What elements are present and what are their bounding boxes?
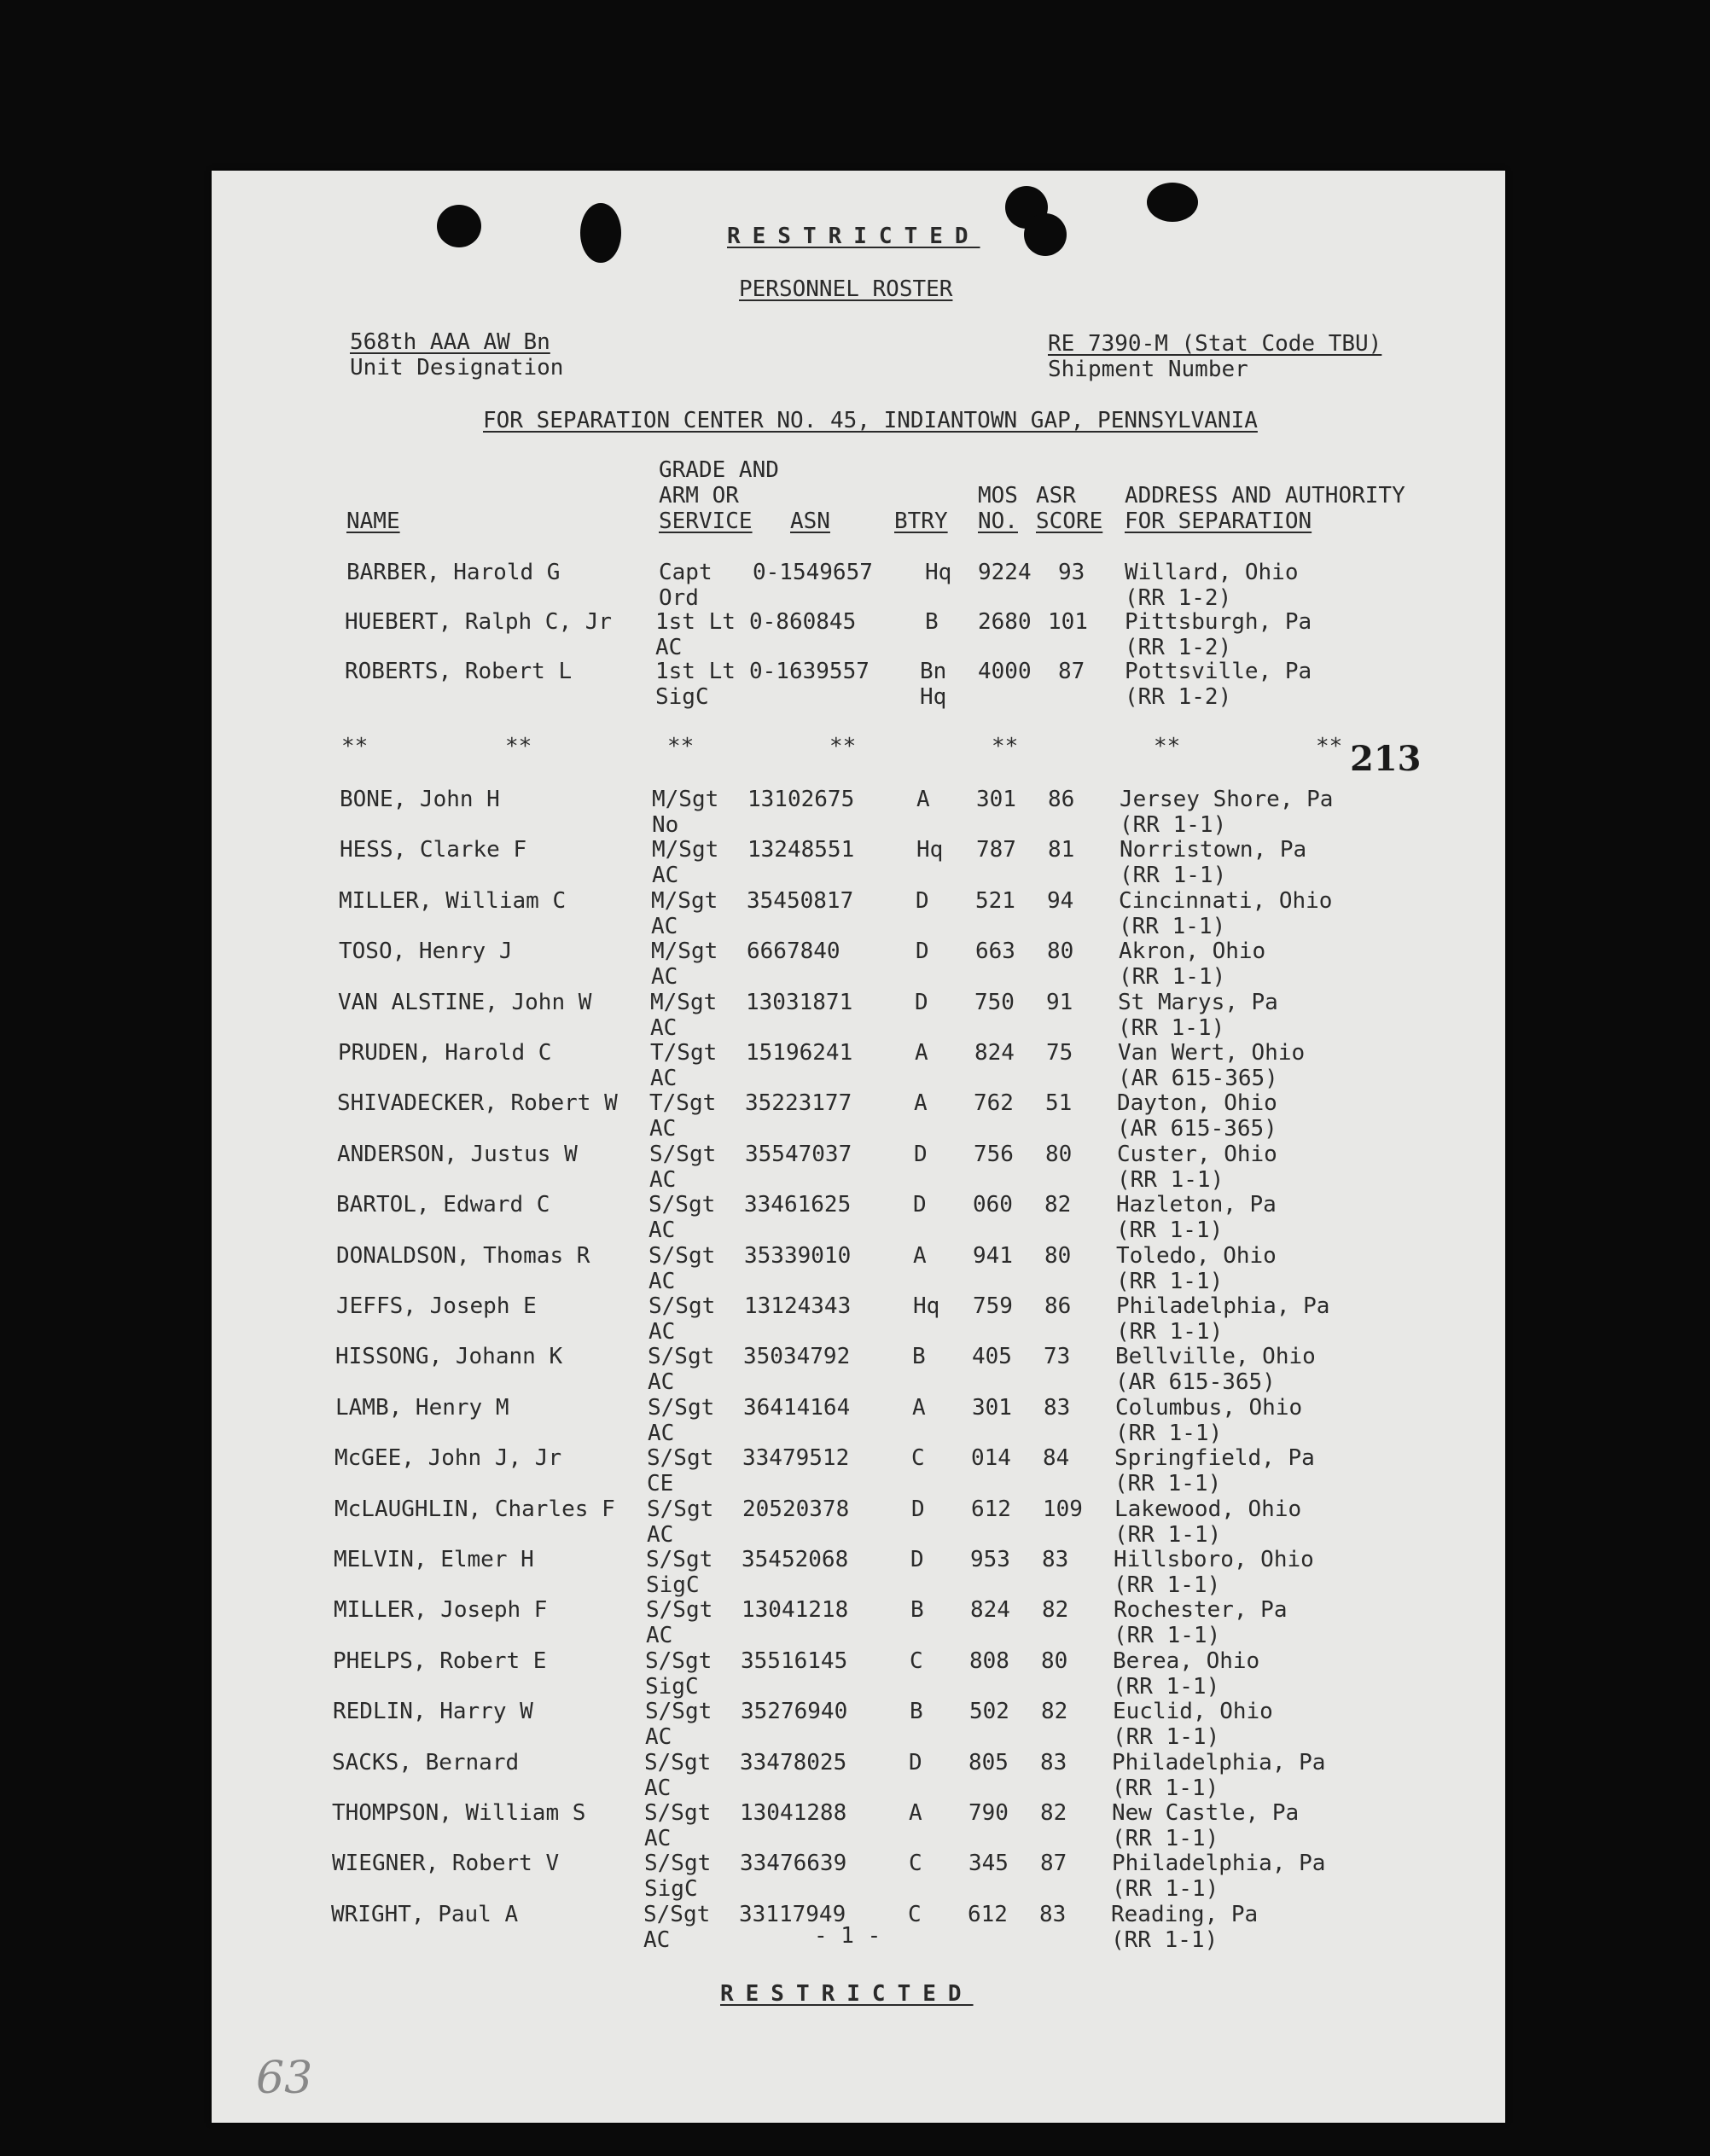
address-cell: New Castle, Pa bbox=[1112, 1800, 1300, 1826]
grade-cell: S/Sgt bbox=[647, 1445, 714, 1471]
asr-cell: 83 bbox=[1042, 1547, 1069, 1572]
authority-cell: (RR 1-1) bbox=[1114, 1623, 1221, 1648]
asr-cell: 82 bbox=[1044, 1192, 1072, 1217]
authority-cell: (RR 1-1) bbox=[1116, 1269, 1224, 1294]
grade-cell: S/Sgt bbox=[646, 1547, 713, 1572]
mos-cell: 612 bbox=[971, 1496, 1011, 1522]
asr-cell: 86 bbox=[1044, 1293, 1072, 1319]
asn-cell: 0-860845 bbox=[749, 609, 857, 635]
btry-cell: Bn bbox=[920, 659, 947, 684]
name-cell: PHELPS, Robert E bbox=[333, 1648, 547, 1674]
table-row bbox=[206, 1445, 1500, 1496]
table-row bbox=[205, 1648, 1498, 1700]
asr-cell: 51 bbox=[1045, 1090, 1073, 1116]
btry-cell: A bbox=[912, 1395, 926, 1421]
grade-cell: S/Sgt bbox=[645, 1699, 712, 1724]
grade-cell: M/Sgt bbox=[651, 888, 718, 914]
address-cell: Akron, Ohio bbox=[1119, 939, 1266, 964]
col-grade-line1: GRADE AND bbox=[659, 457, 779, 483]
roster-title: PERSONNEL ROSTER bbox=[739, 276, 953, 302]
table-row bbox=[209, 1142, 1503, 1193]
mos-cell: 824 bbox=[974, 1040, 1015, 1066]
btry-cell: C bbox=[910, 1648, 923, 1674]
arm-cell: AC bbox=[646, 1623, 673, 1648]
authority-cell: (RR 1-1) bbox=[1112, 1775, 1219, 1801]
asr-cell: 83 bbox=[1039, 1902, 1067, 1927]
asn-cell: 33478025 bbox=[740, 1750, 847, 1775]
name-cell: JEFFS, Joseph E bbox=[336, 1293, 537, 1319]
grade-cell: S/Sgt bbox=[647, 1496, 714, 1522]
shipment-number-value: RE 7390-M (Stat Code TBU) bbox=[1048, 331, 1382, 357]
asr-cell: 81 bbox=[1048, 837, 1075, 863]
mos-cell: 756 bbox=[974, 1142, 1014, 1167]
asn-cell: 35223177 bbox=[745, 1090, 852, 1116]
arm-cell: CE bbox=[647, 1471, 674, 1496]
grade-cell: Capt bbox=[659, 560, 712, 585]
btry-cell: Hq bbox=[916, 837, 944, 863]
authority-cell: (RR 1-1) bbox=[1120, 812, 1227, 838]
name-cell: McGEE, John J, Jr bbox=[334, 1445, 562, 1471]
name-cell: PRUDEN, Harold C bbox=[338, 1040, 552, 1066]
table-row bbox=[212, 560, 1505, 611]
grade-cell: M/Sgt bbox=[650, 990, 718, 1015]
mos-cell: 805 bbox=[968, 1750, 1009, 1775]
address-cell: Rochester, Pa bbox=[1114, 1597, 1288, 1623]
arm-cell: AC bbox=[652, 863, 679, 888]
arm-cell: AC bbox=[648, 1421, 675, 1446]
asr-cell: 75 bbox=[1046, 1040, 1073, 1066]
table-row bbox=[204, 1750, 1498, 1801]
asn-cell: 35450817 bbox=[747, 888, 854, 914]
asr-cell: 101 bbox=[1048, 609, 1088, 635]
btry-cell: D bbox=[916, 888, 929, 914]
address-cell: Jersey Shore, Pa bbox=[1120, 787, 1334, 812]
asr-cell: 91 bbox=[1046, 990, 1073, 1015]
authority-cell: (RR 1-1) bbox=[1112, 1826, 1219, 1851]
mos-cell: 060 bbox=[973, 1192, 1013, 1217]
btry-cell: C bbox=[911, 1445, 925, 1471]
btry-cell: A bbox=[915, 1040, 928, 1066]
address-cell: Lakewood, Ohio bbox=[1114, 1496, 1302, 1522]
btry-cell: B bbox=[925, 609, 939, 635]
asr-cell: 80 bbox=[1047, 939, 1074, 964]
authority-cell: (AR 615-365) bbox=[1118, 1066, 1278, 1091]
name-cell: MILLER, Joseph F bbox=[334, 1597, 548, 1623]
asr-cell: 82 bbox=[1041, 1699, 1068, 1724]
name-cell: WIEGNER, Robert V bbox=[332, 1851, 560, 1876]
asn-cell: 15196241 bbox=[746, 1040, 853, 1066]
asn-cell: 13248551 bbox=[747, 837, 855, 863]
btry-cell: A bbox=[913, 1243, 927, 1269]
table-row bbox=[211, 939, 1504, 990]
authority-cell: (RR 1-1) bbox=[1112, 1876, 1219, 1902]
btry-cell: B bbox=[910, 1597, 924, 1623]
name-cell: WRIGHT, Paul A bbox=[331, 1902, 519, 1927]
address-cell: Cincinnati, Ohio bbox=[1119, 888, 1333, 914]
table-row bbox=[204, 1851, 1498, 1902]
table-row bbox=[207, 1344, 1501, 1395]
unit-designation-label: Unit Designation bbox=[350, 355, 564, 381]
grade-cell: T/Sgt bbox=[649, 1090, 717, 1116]
table-row bbox=[208, 1192, 1502, 1243]
address-cell: Custer, Ohio bbox=[1117, 1142, 1277, 1167]
punch-hole bbox=[437, 205, 481, 247]
authority-cell: (RR 1-1) bbox=[1118, 1015, 1225, 1041]
address-cell: Pittsburgh, Pa bbox=[1125, 609, 1312, 635]
asr-cell: 87 bbox=[1040, 1851, 1067, 1876]
asn-cell: 33479512 bbox=[742, 1445, 850, 1471]
address-cell: Philadelphia, Pa bbox=[1116, 1293, 1330, 1319]
grade-cell: M/Sgt bbox=[652, 787, 719, 812]
address-cell: Bellville, Ohio bbox=[1115, 1344, 1316, 1369]
arm-cell: AC bbox=[648, 1369, 675, 1395]
grade-cell: S/Sgt bbox=[649, 1142, 717, 1167]
btry-cell: B bbox=[912, 1344, 926, 1369]
mos-cell: 301 bbox=[976, 787, 1016, 812]
btry-cell: A bbox=[914, 1090, 928, 1116]
table-row bbox=[209, 1090, 1503, 1142]
address-cell: Hazleton, Pa bbox=[1116, 1192, 1277, 1217]
table-row bbox=[204, 1800, 1498, 1851]
table-row bbox=[206, 1597, 1499, 1648]
col-btry: BTRY bbox=[894, 508, 948, 534]
punch-hole bbox=[1024, 213, 1067, 256]
arm-cell: AC bbox=[650, 1015, 678, 1041]
grade-cell: S/Sgt bbox=[643, 1902, 711, 1927]
asn-cell: 0-1549657 bbox=[753, 560, 873, 585]
page-stamp: 213 bbox=[1350, 739, 1422, 779]
asr-cell: 109 bbox=[1043, 1496, 1083, 1522]
table-row bbox=[208, 1243, 1502, 1294]
asr-cell: 80 bbox=[1044, 1243, 1072, 1269]
grade-cell: S/Sgt bbox=[646, 1597, 713, 1623]
asr-cell: 84 bbox=[1043, 1445, 1070, 1471]
address-cell: Springfield, Pa bbox=[1114, 1445, 1315, 1471]
asn-cell: 33461625 bbox=[744, 1192, 852, 1217]
mos-cell: 345 bbox=[968, 1851, 1009, 1876]
grade-cell: S/Sgt bbox=[644, 1851, 712, 1876]
asn-cell: 35034792 bbox=[743, 1344, 851, 1369]
arm-cell: Ord bbox=[659, 585, 699, 611]
authority-cell: (RR 1-1) bbox=[1111, 1927, 1219, 1953]
shipment-number-label: Shipment Number bbox=[1048, 357, 1248, 382]
name-cell: HISSONG, Johann K bbox=[335, 1344, 563, 1369]
name-cell: BARTOL, Edward C bbox=[336, 1192, 550, 1217]
name-cell: REDLIN, Harry W bbox=[333, 1699, 533, 1724]
arm-cell: AC bbox=[649, 1217, 676, 1243]
col-asn: ASN bbox=[790, 508, 830, 534]
btry-cell-line2: Hq bbox=[920, 684, 947, 710]
grade-cell: S/Sgt bbox=[649, 1192, 716, 1217]
name-cell: ANDERSON, Justus W bbox=[337, 1142, 578, 1167]
mos-cell: 663 bbox=[975, 939, 1015, 964]
table-row bbox=[212, 609, 1505, 660]
handwritten-page-number: 63 bbox=[256, 2053, 313, 2104]
restricted-header: RESTRICTED bbox=[727, 224, 980, 249]
arm-cell: AC bbox=[645, 1724, 672, 1750]
address-cell: Philadelphia, Pa bbox=[1112, 1750, 1326, 1775]
btry-cell: D bbox=[909, 1750, 922, 1775]
authority-cell: (RR 1-1) bbox=[1114, 1471, 1222, 1496]
separator-mark: ** bbox=[341, 734, 369, 759]
name-cell: McLAUGHLIN, Charles F bbox=[334, 1496, 615, 1522]
grade-cell: S/Sgt bbox=[644, 1800, 712, 1826]
btry-cell: C bbox=[908, 1902, 922, 1927]
name-cell: HUEBERT, Ralph C, Jr bbox=[345, 609, 613, 635]
authority-cell: (RR 1-1) bbox=[1114, 1572, 1221, 1598]
name-cell: DONALDSON, Thomas R bbox=[336, 1243, 590, 1269]
mos-cell: 9224 bbox=[978, 560, 1032, 585]
col-grade-line2: ARM OR bbox=[659, 483, 739, 508]
col-asr-line2: SCORE bbox=[1036, 508, 1103, 534]
asn-cell: 33117949 bbox=[739, 1902, 846, 1927]
mos-cell: 2680 bbox=[978, 609, 1032, 635]
address-cell: Reading, Pa bbox=[1111, 1902, 1259, 1927]
mos-cell: 941 bbox=[973, 1243, 1013, 1269]
col-grade-line3: SERVICE bbox=[659, 508, 753, 534]
name-cell: HESS, Clarke F bbox=[340, 837, 527, 863]
grade-cell: S/Sgt bbox=[649, 1243, 716, 1269]
asn-cell: 35547037 bbox=[745, 1142, 852, 1167]
arm-cell: AC bbox=[649, 1167, 677, 1193]
table-row bbox=[212, 837, 1505, 888]
address-cell: Philadelphia, Pa bbox=[1112, 1851, 1326, 1876]
grade-cell: S/Sgt bbox=[649, 1293, 716, 1319]
address-cell: Norristown, Pa bbox=[1120, 837, 1307, 863]
col-asr-line1: ASR bbox=[1036, 483, 1076, 508]
authority-cell: (AR 615-365) bbox=[1117, 1116, 1277, 1142]
btry-cell: D bbox=[914, 1142, 928, 1167]
mos-cell: 953 bbox=[970, 1547, 1010, 1572]
grade-cell: 1st Lt bbox=[655, 659, 736, 684]
btry-cell: D bbox=[915, 990, 928, 1015]
mos-cell: 762 bbox=[974, 1090, 1014, 1116]
name-cell: THOMPSON, William S bbox=[332, 1800, 586, 1826]
document-page bbox=[212, 171, 1505, 2123]
mos-cell: 4000 bbox=[978, 659, 1032, 684]
restricted-footer: RESTRICTED bbox=[720, 1981, 974, 2007]
address-cell: St Marys, Pa bbox=[1118, 990, 1278, 1015]
address-cell: Van Wert, Ohio bbox=[1118, 1040, 1306, 1066]
authority-cell: (RR 1-1) bbox=[1115, 1421, 1223, 1446]
name-cell: MELVIN, Elmer H bbox=[334, 1547, 534, 1572]
arm-cell: AC bbox=[644, 1826, 672, 1851]
asn-cell: 6667840 bbox=[747, 939, 840, 964]
name-cell: LAMB, Henry M bbox=[335, 1395, 509, 1421]
grade-cell: S/Sgt bbox=[645, 1648, 712, 1674]
asr-cell: 80 bbox=[1041, 1648, 1068, 1674]
col-name: NAME bbox=[346, 508, 400, 534]
address-cell: Hillsboro, Ohio bbox=[1114, 1547, 1314, 1572]
authority-cell: (RR 1-2) bbox=[1125, 684, 1232, 710]
arm-cell: SigC bbox=[655, 684, 709, 710]
btry-cell: D bbox=[913, 1192, 927, 1217]
punch-hole bbox=[1147, 183, 1198, 222]
btry-cell: Hq bbox=[913, 1293, 940, 1319]
authority-cell: (RR 1-1) bbox=[1116, 1217, 1224, 1243]
arm-cell: AC bbox=[655, 635, 683, 660]
asn-cell: 20520378 bbox=[742, 1496, 850, 1522]
asn-cell: 35516145 bbox=[741, 1648, 848, 1674]
separator-mark: ** bbox=[505, 734, 532, 759]
asr-cell: 87 bbox=[1058, 659, 1085, 684]
mos-cell: 787 bbox=[976, 837, 1016, 863]
grade-cell: 1st Lt bbox=[655, 609, 736, 635]
authority-cell: (AR 615-365) bbox=[1115, 1369, 1276, 1395]
table-row bbox=[207, 1395, 1501, 1446]
btry-cell: Hq bbox=[925, 560, 952, 585]
grade-cell: S/Sgt bbox=[648, 1344, 715, 1369]
address-cell: Columbus, Ohio bbox=[1115, 1395, 1303, 1421]
mos-cell: 521 bbox=[975, 888, 1015, 914]
table-row bbox=[212, 787, 1505, 838]
unit-designation-value: 568th AAA AW Bn bbox=[350, 329, 550, 355]
mos-cell: 014 bbox=[971, 1445, 1011, 1471]
table-row bbox=[211, 888, 1504, 939]
arm-cell: AC bbox=[643, 1927, 671, 1953]
authority-cell: (RR 1-1) bbox=[1114, 1522, 1222, 1548]
authority-cell: (RR 1-1) bbox=[1117, 1167, 1224, 1193]
arm-cell: AC bbox=[651, 964, 678, 990]
asr-cell: 82 bbox=[1042, 1597, 1069, 1623]
mos-cell: 759 bbox=[973, 1293, 1013, 1319]
name-cell: BONE, John H bbox=[340, 787, 500, 812]
separation-center: FOR SEPARATION CENTER NO. 45, INDIANTOWN GAP, PENNSYLVANIA bbox=[483, 408, 1258, 433]
table-row bbox=[210, 1040, 1504, 1091]
col-mos-line1: MOS bbox=[978, 483, 1018, 508]
asn-cell: 13041218 bbox=[742, 1597, 849, 1623]
asn-cell: 36414164 bbox=[743, 1395, 851, 1421]
table-row bbox=[206, 1496, 1500, 1548]
asn-cell: 35276940 bbox=[741, 1699, 848, 1724]
col-address-line1: ADDRESS AND AUTHORITY bbox=[1125, 483, 1405, 508]
punch-hole bbox=[580, 203, 621, 263]
asn-cell: 13124343 bbox=[744, 1293, 852, 1319]
btry-cell: D bbox=[916, 939, 929, 964]
asn-cell: 0-1639557 bbox=[749, 659, 870, 684]
asr-cell: 73 bbox=[1044, 1344, 1071, 1369]
address-cell: Toledo, Ohio bbox=[1116, 1243, 1277, 1269]
authority-cell: (RR 1-1) bbox=[1119, 964, 1226, 990]
arm-cell: AC bbox=[644, 1775, 672, 1801]
authority-cell: (RR 1-2) bbox=[1125, 635, 1232, 660]
asn-cell: 13041288 bbox=[740, 1800, 847, 1826]
grade-cell: S/Sgt bbox=[648, 1395, 715, 1421]
mos-cell: 405 bbox=[972, 1344, 1012, 1369]
asr-cell: 82 bbox=[1040, 1800, 1067, 1826]
authority-cell: (RR 1-1) bbox=[1113, 1724, 1220, 1750]
separator-mark: ** bbox=[829, 734, 857, 759]
mos-cell: 750 bbox=[974, 990, 1015, 1015]
separator-mark: ** bbox=[992, 734, 1019, 759]
name-cell: SHIVADECKER, Robert W bbox=[337, 1090, 618, 1116]
authority-cell: (RR 1-1) bbox=[1116, 1319, 1224, 1345]
asr-cell: 86 bbox=[1048, 787, 1075, 812]
asn-cell: 35452068 bbox=[742, 1547, 849, 1572]
mos-cell: 612 bbox=[968, 1902, 1008, 1927]
grade-cell: T/Sgt bbox=[650, 1040, 718, 1066]
mos-cell: 824 bbox=[970, 1597, 1010, 1623]
btry-cell: C bbox=[909, 1851, 922, 1876]
btry-cell: D bbox=[910, 1547, 924, 1572]
arm-cell: AC bbox=[649, 1269, 676, 1294]
arm-cell: AC bbox=[647, 1522, 674, 1548]
name-cell: TOSO, Henry J bbox=[339, 939, 513, 964]
asr-cell: 80 bbox=[1045, 1142, 1073, 1167]
arm-cell: SigC bbox=[644, 1876, 698, 1902]
asn-cell: 33476639 bbox=[740, 1851, 847, 1876]
btry-cell: A bbox=[916, 787, 930, 812]
address-cell: Euclid, Ohio bbox=[1113, 1699, 1273, 1724]
authority-cell: (RR 1-1) bbox=[1120, 863, 1227, 888]
arm-cell: AC bbox=[649, 1116, 677, 1142]
arm-cell: AC bbox=[649, 1319, 676, 1345]
arm-cell: AC bbox=[650, 1066, 678, 1091]
mos-cell: 808 bbox=[969, 1648, 1009, 1674]
asr-cell: 83 bbox=[1044, 1395, 1071, 1421]
table-row bbox=[208, 1293, 1502, 1345]
address-cell: Pottsville, Pa bbox=[1125, 659, 1312, 684]
table-row bbox=[210, 990, 1504, 1041]
arm-cell: AC bbox=[651, 914, 678, 939]
separator-mark: ** bbox=[667, 734, 695, 759]
mos-cell: 790 bbox=[968, 1800, 1009, 1826]
table-row bbox=[205, 1699, 1498, 1750]
asn-cell: 35339010 bbox=[744, 1243, 852, 1269]
mos-cell: 301 bbox=[972, 1395, 1012, 1421]
page-number: - 1 - bbox=[814, 1923, 881, 1949]
asn-cell: 13102675 bbox=[747, 787, 855, 812]
mos-cell: 502 bbox=[969, 1699, 1009, 1724]
btry-cell: B bbox=[910, 1699, 923, 1724]
name-cell: SACKS, Bernard bbox=[332, 1750, 520, 1775]
btry-cell: D bbox=[911, 1496, 925, 1522]
grade-cell: S/Sgt bbox=[644, 1750, 712, 1775]
address-cell: Berea, Ohio bbox=[1113, 1648, 1260, 1674]
name-cell: ROBERTS, Robert L bbox=[345, 659, 573, 684]
asr-cell: 83 bbox=[1040, 1750, 1067, 1775]
asr-cell: 94 bbox=[1047, 888, 1074, 914]
btry-cell: A bbox=[909, 1800, 922, 1826]
name-cell: MILLER, William C bbox=[339, 888, 567, 914]
table-row bbox=[206, 1547, 1499, 1598]
authority-cell: (RR 1-2) bbox=[1125, 585, 1232, 611]
address-cell: Dayton, Ohio bbox=[1117, 1090, 1277, 1116]
arm-cell: SigC bbox=[645, 1674, 699, 1700]
address-cell: Willard, Ohio bbox=[1125, 560, 1299, 585]
col-mos-line2: NO. bbox=[978, 508, 1018, 534]
table-row bbox=[212, 659, 1505, 710]
name-cell: VAN ALSTINE, John W bbox=[338, 990, 592, 1015]
asr-cell: 93 bbox=[1058, 560, 1085, 585]
name-cell: BARBER, Harold G bbox=[346, 560, 561, 585]
authority-cell: (RR 1-1) bbox=[1113, 1674, 1220, 1700]
grade-cell: M/Sgt bbox=[652, 837, 719, 863]
separator-mark: ** bbox=[1154, 734, 1181, 759]
separator-mark: ** bbox=[1316, 734, 1343, 759]
col-address-line2: FOR SEPARATION bbox=[1125, 508, 1312, 534]
arm-cell: SigC bbox=[646, 1572, 700, 1598]
asn-cell: 13031871 bbox=[746, 990, 853, 1015]
arm-cell: No bbox=[652, 812, 679, 838]
authority-cell: (RR 1-1) bbox=[1119, 914, 1226, 939]
grade-cell: M/Sgt bbox=[651, 939, 718, 964]
